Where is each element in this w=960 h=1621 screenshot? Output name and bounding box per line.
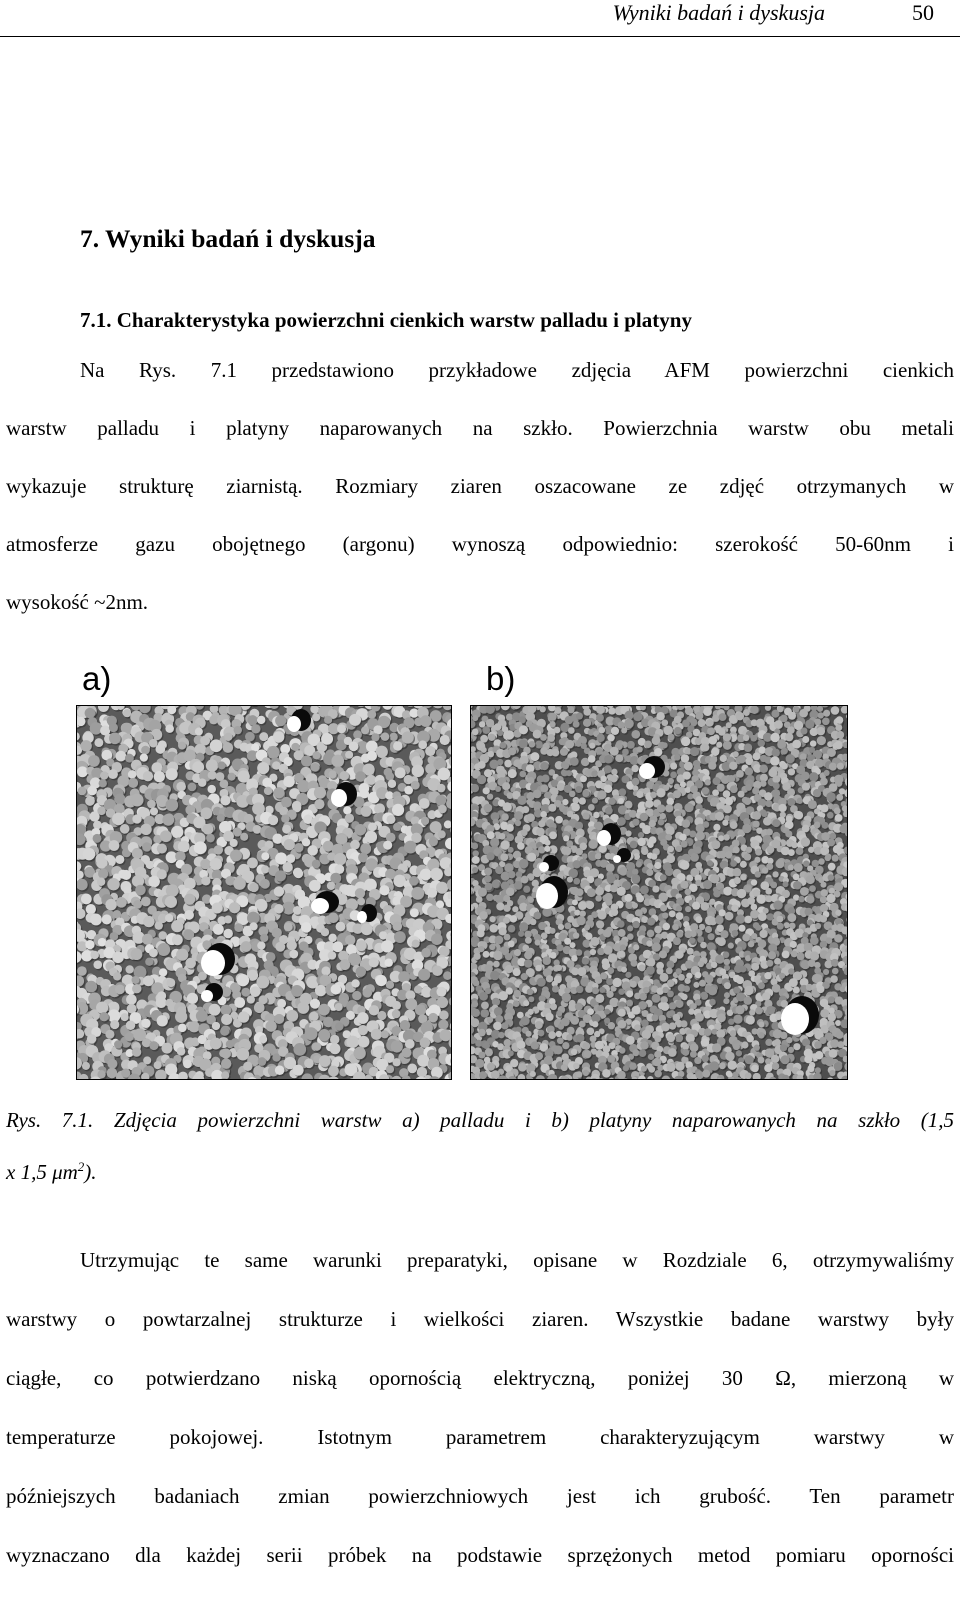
running-head-title: Wyniki badań i dyskusja xyxy=(612,0,825,25)
chapter-heading: 7. Wyniki badań i dyskusja xyxy=(80,224,376,253)
panel-b-label: b) xyxy=(486,660,516,697)
paragraph-line: wysokość ~2nm. xyxy=(6,590,149,614)
caption-line xyxy=(6,1155,954,1202)
section-heading: 7.1. Charakterystyka powierzchni cienkich warstw palladu i platyny xyxy=(80,308,692,332)
paragraph-line: późniejszych badaniach zmian powierzchniowych jest ich grubość. Ten parametr xyxy=(6,1484,954,1508)
afm-image-palladium xyxy=(76,705,452,1080)
paragraph-afm-intro xyxy=(6,359,954,649)
caption-unit: μm xyxy=(52,1160,78,1184)
page-number: 50 xyxy=(912,0,934,25)
afm-image-palladium-surface xyxy=(77,706,451,1079)
paragraph-line: warstw palladu i platyny naparowanych na szkło. Powierzchnia warstw obu metali xyxy=(6,416,954,440)
caption-prefix: x 1,5 xyxy=(6,1160,53,1184)
caption-suffix: ). xyxy=(84,1160,97,1184)
paragraph-line: Na Rys. 7.1 przedstawiono przykładowe zdjęcia AFM powierzchni cienkich xyxy=(80,358,954,382)
caption-line: Rys. 7.1. Zdjęcia powierzchni warstw a) palladu i b) platyny naparowanych na szkło (1,5 xyxy=(6,1108,954,1132)
paragraph-line: Utrzymując te same warunki preparatyki, opisane w Rozdziale 6, otrzymywaliśmy xyxy=(80,1248,954,1272)
paragraph-line: temperaturze pokojowej. Istotnym parametrem charakteryzującym warstwy w xyxy=(6,1425,954,1449)
running-head xyxy=(0,0,960,37)
caption-exponent: 2 xyxy=(77,1159,85,1174)
paragraph-line: ciągłe, co potwierdzano niską opornością elektryczną, poniżej 30 Ω, mierzoną w xyxy=(6,1366,954,1390)
paragraph-line: wykazuje strukturę ziarnistą. Rozmiary ziaren oszacowane ze zdjęć otrzymanych w xyxy=(6,474,954,498)
paragraph-line: atmosferze gazu obojętnego (argonu) wynoszą odpowiednio: szerokość 50-60nm i xyxy=(6,532,954,556)
afm-image-platinum xyxy=(470,705,848,1080)
afm-image-platinum-surface xyxy=(471,706,847,1079)
paragraph-line: warstwy o powtarzalnej strukturze i wielkości ziaren. Wszystkie badane warstwy były xyxy=(6,1307,954,1331)
panel-a-label: a) xyxy=(82,660,112,697)
figure-caption xyxy=(6,1108,954,1202)
paragraph-line: wyznaczano dla każdej serii próbek na podstawie sprzężonych metod pomiaru oporności xyxy=(6,1543,954,1567)
paragraph-continuity xyxy=(6,1249,954,1603)
